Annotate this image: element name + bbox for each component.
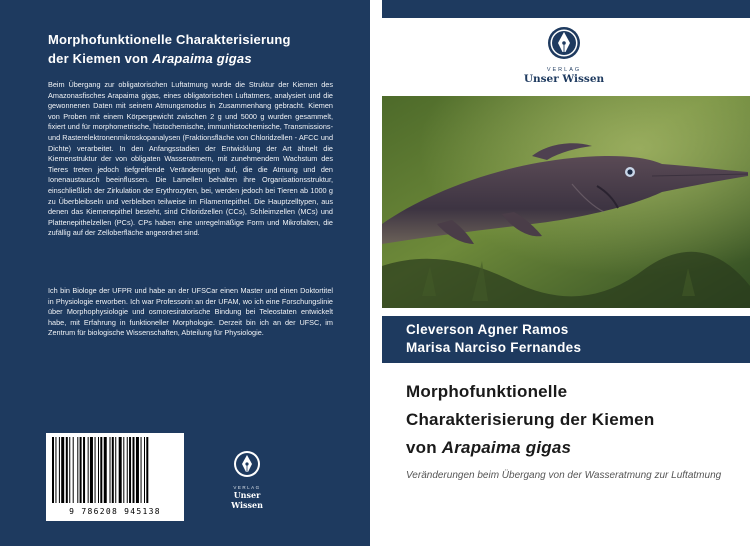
author-name-2: Marisa Narciso Fernandes — [406, 340, 582, 355]
barcode-bar — [66, 437, 68, 503]
barcode-bar — [69, 437, 70, 503]
title-line-1: Morphofunktionelle — [406, 382, 568, 401]
book-title — [406, 378, 746, 462]
cover-fish-photo — [382, 96, 750, 308]
barcode-bar — [110, 437, 111, 503]
spine — [370, 0, 382, 546]
publisher-name: Unser Wissen — [523, 73, 605, 85]
barcode-bar — [80, 437, 82, 503]
barcode-bar — [59, 437, 60, 503]
title-line-3 — [406, 434, 746, 462]
book-subtitle: Veränderungen beim Übergang von der Wasseratmung zur Luftatmung — [406, 470, 722, 481]
top-bar — [382, 0, 750, 18]
back-title-line1: Morphofunktionelle Charakterisierung — [48, 32, 291, 47]
barcode-bar — [146, 437, 148, 503]
barcode-bar — [61, 437, 64, 503]
barcode-bar — [129, 437, 131, 503]
barcode-bar — [98, 437, 99, 503]
publisher-verlag-label: VERLAG — [233, 485, 261, 490]
barcode-bar — [144, 437, 145, 503]
isbn-barcode — [46, 433, 184, 521]
barcode-bar — [95, 437, 96, 503]
back-title-line2-prefix: der Kiemen von — [48, 51, 153, 66]
arapaima-fish-image — [382, 96, 750, 308]
back-cover-title — [48, 30, 348, 68]
barcode-bar — [115, 437, 116, 503]
barcode-bar — [133, 437, 135, 503]
publisher-logo-front — [522, 26, 606, 85]
fountain-pen-nib-logo-icon — [233, 450, 261, 478]
barcode-bar — [119, 437, 122, 503]
barcode-bar — [83, 437, 85, 503]
barcode — [46, 433, 184, 507]
barcode-bar — [100, 437, 102, 503]
author-bio: Ich bin Biologe der UFPR und habe an der UFSCar einen Master und einen Doktortitel in Physiologie erworben. Ich war Professorin an der UFAM, wo ich eine Forschungslinie über Morphophysiologie und osmoresiratorische Bindung bei Teleostaten entwickelt habe, mit Erfahrung in funktioneller Morphologie. Derzeit bin ich an der UFSC, im Zentrum für biologische Wissenschaften, Abteilung für Physiologie. — [48, 286, 333, 338]
back-title-line2 — [48, 49, 348, 68]
barcode-bar — [127, 437, 128, 503]
barcode-bar — [55, 437, 56, 503]
barcode-bar — [88, 437, 89, 503]
title-line-3-prefix: von — [406, 438, 442, 457]
title-species: Arapaima gigas — [441, 438, 572, 457]
isbn-number: 9 786208 945138 — [69, 507, 161, 516]
barcode-bar — [123, 437, 124, 503]
barcode-bar — [136, 437, 139, 503]
back-abstract: Beim Übergang zur obligatorischen Luftatmung wurde die Struktur der Kiemen des Amazonasfisches Arapaima gigas, eines obligatorischen Luftatmers, analysiert und die gewonnenen Daten mit seinem Atmungsmodus in Zusammenhang gebracht. Kiemen von Proben mit einem Körpergewicht zwischen 2 g und 5000 g wurden gesammelt, fixiert und für morphometrische, histochemische, immunhistochemische, Transmissions- und Rasterelektronenmikroskopanalysen (Fraktionsfläche von Chloridzellen - AFCC und Dichte) verarbeitet. In den Anfangsstadien der Entwicklung der Art ähnelt die Kiemenstruktur der von obligaten Wasseratmern, mit zunehmendem Wachstum des Tieres treten jedoch tiefgreifende Veränderungen auf, die die Atmung und den Ionenaustausch beeinflussen. Die Lamellen behalten ihre Organisationsstruktur, einschließlich der Zirkulation der Erythrozyten, bei, werden jedoch bei Tieren ab 1000 g zu Überbleibseln und verbleiben teilweise im Filamentepithel. Die Hauptzelltypen, aus denen das Kiemenepithel besteht, sind Chloridzellen (CCs), Schleimzellen (MCs) und Plattenepithelzellen (PCs). CPs haben eine unregelmäßige Form und Mikrofalten, die zufällig auf der Zelloberfläche angeordnet sind. — [48, 80, 333, 238]
barcode-bar — [141, 437, 142, 503]
publisher-logo-back — [217, 450, 277, 510]
front-cover — [382, 0, 750, 546]
author-name-1: Cleverson Agner Ramos — [406, 322, 569, 337]
barcode-bar — [104, 437, 107, 503]
fountain-pen-nib-logo-icon — [547, 26, 581, 60]
back-title-species: Arapaima gigas — [152, 51, 252, 66]
barcode-bar — [90, 437, 93, 503]
back-cover — [0, 0, 370, 546]
authors-band — [382, 316, 750, 363]
barcode-bar — [112, 437, 114, 503]
barcode-bar — [73, 437, 74, 503]
title-line-2: Charakterisierung der Kiemen — [406, 410, 655, 429]
publisher-verlag-label: VERLAG — [546, 67, 582, 73]
publisher-name: Unser Wissen — [231, 490, 263, 510]
barcode-bar — [77, 437, 78, 503]
barcode-bar — [52, 437, 54, 503]
